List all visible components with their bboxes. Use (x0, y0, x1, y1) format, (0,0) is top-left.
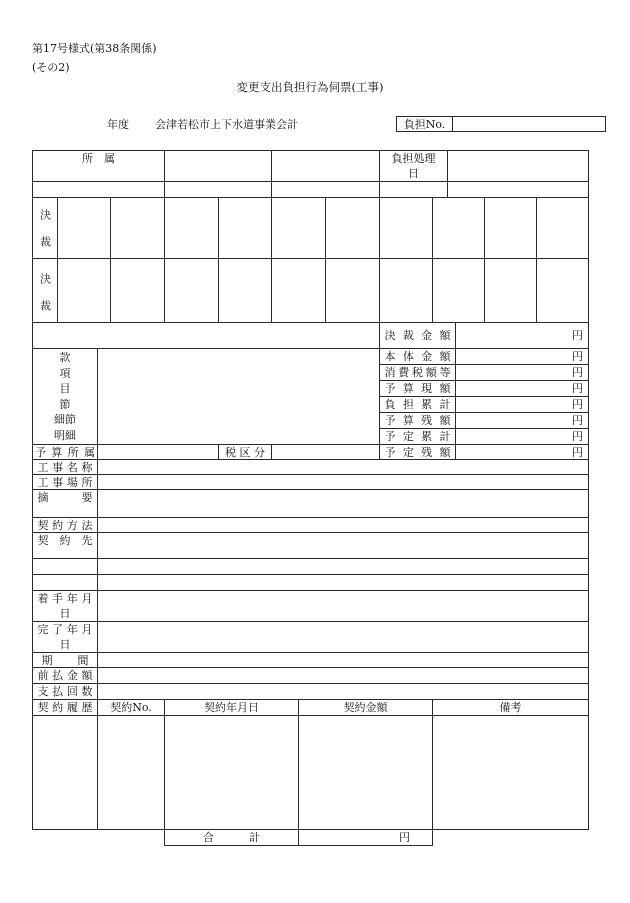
period-value-cell (97, 652, 589, 668)
planned-balance-value-cell (455, 444, 589, 460)
consumption-tax-label: 消費税額等 (384, 366, 451, 379)
total-value-cell (298, 829, 433, 846)
start-date-label-line: 日 (59, 607, 71, 620)
contractor-label-cell (32, 532, 98, 559)
form-number: 第17号様式(第38条関係) (32, 42, 157, 55)
affiliation-label-cell (32, 150, 165, 182)
completion-date-label-line: 日 (59, 638, 71, 651)
advance-payment-label-cell (32, 667, 98, 684)
burden-cumulative-value-cell (455, 396, 589, 413)
planned-balance-label: 予 定 残 額 (384, 445, 451, 459)
payment-count-label-cell (32, 683, 98, 700)
form-part: (その2) (32, 61, 70, 74)
budget-item-label: 項 (59, 366, 71, 380)
advance-payment-value-cell (97, 667, 589, 684)
approval-stamp-cell (164, 258, 219, 323)
column-header-contract-no: 契約No. (110, 701, 152, 714)
processing-date-sub-cell (379, 181, 448, 198)
approved-amount-value-cell (455, 322, 589, 349)
tax-category-label: 税 区 分 (225, 445, 265, 459)
contract-history-label: 契 約 履 歴 (37, 701, 93, 714)
contract-history-body-cell (164, 715, 299, 830)
budget-affiliation-label-cell (32, 444, 98, 460)
summary-value-cell (97, 489, 589, 518)
approval-stamp-cell (484, 258, 537, 323)
currency-unit: 円 (572, 430, 583, 443)
total-label-cell (164, 829, 299, 846)
processing-date-label-line: 負担処理 (391, 152, 436, 165)
processing-date-label-cell (379, 150, 448, 182)
tax-category-label-cell (218, 444, 272, 460)
consumption-tax-value-cell (455, 364, 589, 381)
approval-stamp-cell (110, 197, 165, 259)
processing-date-value-cell (447, 150, 589, 182)
total-currency-unit: 円 (399, 831, 410, 844)
completion-date-value-cell (97, 621, 589, 653)
period-label-cell (32, 652, 98, 668)
currency-unit: 円 (572, 382, 583, 395)
approval-label-cell (32, 197, 58, 263)
consumption-tax-label-cell (379, 364, 456, 381)
blank-value-cell (97, 558, 589, 575)
currency-unit: 円 (572, 398, 583, 411)
construction-site-value-cell (97, 474, 589, 490)
approval-stamp-cell (484, 197, 537, 259)
budget-items-value-cell (97, 348, 380, 445)
construction-name-value-cell (97, 459, 589, 475)
approval-stamp-cell (271, 197, 326, 259)
blank-label-cell (32, 558, 98, 575)
budget-affiliation-value-cell (97, 444, 219, 460)
burden-cumulative-label: 負 担 累 計 (384, 398, 451, 411)
period-label: 期 間 (41, 653, 89, 667)
approval-stamp-cell (218, 197, 272, 259)
contract-history-body-cell (298, 715, 433, 830)
currency-unit: 円 (572, 445, 583, 459)
burden-no-label-cell (396, 116, 453, 132)
burden-no-label: 負担No. (403, 117, 446, 131)
approval-stamp-cell (536, 258, 589, 323)
contract-method-label: 契 約 方 法 (37, 518, 93, 532)
construction-name-label: 工 事 名 称 (37, 460, 93, 474)
budget-affiliation-label: 予 算 所 属 (35, 445, 95, 459)
contract-history-label-cell (32, 699, 98, 716)
approved-amount-label: 決 裁 金 額 (384, 329, 451, 342)
contract-history-header-cell (432, 699, 589, 716)
main-amount-value-cell (455, 348, 589, 365)
account-name: 会津若松市上下水道事業会計 (155, 118, 298, 131)
contract-history-body-cell (432, 715, 589, 830)
contract-history-header-cell (298, 699, 433, 716)
contract-method-value-cell (97, 517, 589, 533)
budget-item-label: 明細 (54, 428, 76, 442)
column-header-contract-date: 契約年月日 (204, 701, 259, 714)
planned-cumulative-value-cell (455, 428, 589, 445)
affiliation-sub-cell (164, 181, 272, 198)
approval-stamp-cell (218, 258, 272, 323)
affiliation-label: 所 属 (82, 152, 115, 165)
main-amount-label-cell (379, 348, 456, 365)
payment-count-value-cell (97, 683, 589, 700)
payment-count-label: 支 払 回 数 (37, 685, 93, 698)
currency-unit: 円 (572, 350, 583, 363)
contractor-value-cell (97, 532, 589, 559)
approval-stamp-cell (57, 197, 111, 259)
summary-label-cell (32, 489, 98, 518)
tax-category-value-cell (271, 444, 380, 460)
approval-stamp-cell (432, 197, 485, 259)
budget-item-label: 細節 (54, 413, 76, 427)
approval-stamp-cell (536, 197, 589, 259)
approval-stamp-cell (379, 197, 433, 259)
budget-current-label-cell (379, 380, 456, 397)
budget-item-label: 目 (59, 382, 71, 396)
planned-cumulative-label: 予 定 累 計 (384, 430, 451, 443)
approval-stamp-cell (379, 258, 433, 323)
approval-note-cell (32, 322, 380, 349)
contract-history-header-cell (97, 699, 165, 716)
construction-site-label: 工 事 場 所 (37, 475, 93, 489)
construction-site-label-cell (32, 474, 98, 490)
approval-stamp-cell (325, 258, 380, 323)
burden-cumulative-label-cell (379, 396, 456, 413)
approval-stamp-cell (57, 258, 111, 323)
affiliation-sub-cell (32, 181, 165, 198)
approval-label: 決裁 (38, 209, 52, 263)
budget-current-value-cell (455, 380, 589, 397)
column-header-remarks: 備考 (499, 701, 522, 714)
construction-name-label-cell (32, 459, 98, 475)
fiscal-year-label: 年度 (107, 118, 129, 131)
processing-date-sub-cell (447, 181, 589, 198)
budget-balance-value-cell (455, 412, 589, 429)
blank-label-cell (32, 574, 98, 591)
contractor-label: 契 約 先 (37, 534, 93, 547)
currency-unit: 円 (572, 366, 583, 379)
approval-stamp-cell (164, 197, 219, 259)
summary-label: 摘 要 (37, 491, 93, 504)
approval-stamp-cell (110, 258, 165, 323)
burden-no-value-cell (452, 116, 606, 132)
start-date-value-cell (97, 590, 589, 622)
processing-date-label-line: 日 (408, 167, 419, 180)
approved-amount-label-cell (379, 322, 456, 349)
approval-stamp-cell (325, 197, 380, 259)
blank-value-cell (97, 574, 589, 591)
currency-unit: 円 (572, 414, 583, 427)
contract-history-header-cell (164, 699, 299, 716)
start-date-label-line: 着 手 年 月 (37, 592, 93, 605)
approval-label: 決裁 (38, 273, 52, 327)
planned-cumulative-label-cell (379, 428, 456, 445)
main-amount-label: 本 体 金 額 (384, 350, 451, 363)
approval-label-cell (32, 258, 58, 327)
column-header-contract-amount: 契約金額 (343, 701, 388, 714)
total-label: 合 計 (203, 831, 260, 844)
approval-stamp-cell (432, 258, 485, 323)
affiliation-sub-cell (271, 181, 380, 198)
start-date-label-cell (32, 590, 98, 622)
budget-items-label-cell (32, 348, 98, 445)
budget-balance-label: 予 算 残 額 (384, 414, 451, 427)
budget-current-label: 予 算 現 額 (384, 382, 451, 395)
advance-payment-label: 前 払 金 額 (37, 669, 93, 682)
contract-method-label-cell (32, 517, 98, 533)
budget-balance-label-cell (379, 412, 456, 429)
budget-item-label: 款 (59, 351, 71, 364)
contract-history-body-cell (97, 715, 165, 830)
contract-history-body-cell (32, 715, 98, 830)
affiliation-value-cell (271, 150, 380, 182)
affiliation-value-cell (164, 150, 272, 182)
planned-balance-label-cell (379, 444, 456, 460)
approval-stamp-cell (271, 258, 326, 323)
completion-date-label-cell (32, 621, 98, 653)
budget-item-label: 節 (59, 397, 71, 411)
page-title: 変更支出負担行為伺票(工事) (236, 80, 384, 94)
currency-unit: 円 (572, 329, 583, 342)
completion-date-label-line: 完 了 年 月 (37, 623, 93, 636)
